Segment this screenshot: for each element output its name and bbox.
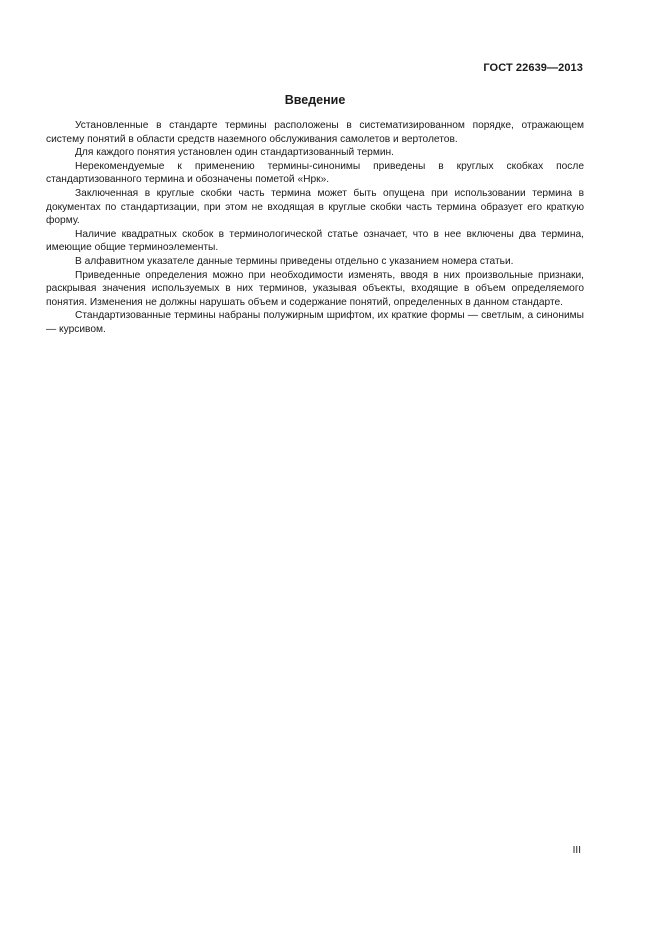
page-number: III: [572, 845, 581, 856]
section-title: Введение: [284, 93, 346, 107]
paragraph: В алфавитном указателе данные термины приведены отдельно с указанием номера статьи.: [75, 255, 514, 267]
paragraph: Наличие квадратных скобок в терминологической статье означает, что в нее включены два термина, имеющие общие терминоэлементы.: [46, 228, 584, 254]
paragraph: Для каждого понятия установлен один стандартизованный термин.: [75, 147, 394, 159]
paragraph: Приведенные определения можно при необходимости изменять, вводя в них произвольные признаки, раскрывая значения используемых в них терминов, указывая объекты, входящие в объем определяемого понятия. Изменения не должны нарушать объем и содержание понятий, определенных в данном стандарте.: [46, 269, 584, 308]
body-text: [46, 119, 584, 337]
paragraph: Стандартизованные термины набраны полужирным шрифтом, их краткие формы — светлым, а синонимы — курсивом.: [46, 310, 584, 335]
paragraph: Установленные в стандарте термины расположены в систематизированном порядке, отражающем систему понятий в области средств наземного обслуживания самолетов и вертолетов.: [46, 120, 584, 145]
paragraph: Заключенная в круглые скобки часть термина может быть опущена при использовании термина в документах по стандартизации, при этом не входящая в круглые скобки часть термина образует его краткую форму.: [46, 187, 584, 227]
document-code: ГОСТ 22639—2013: [483, 62, 583, 74]
paragraph: Нерекомендуемые к применению термины-синонимы приведены в круглых скобках после стандартизованного термина и обозначены пометой «Нрк».: [46, 160, 584, 186]
